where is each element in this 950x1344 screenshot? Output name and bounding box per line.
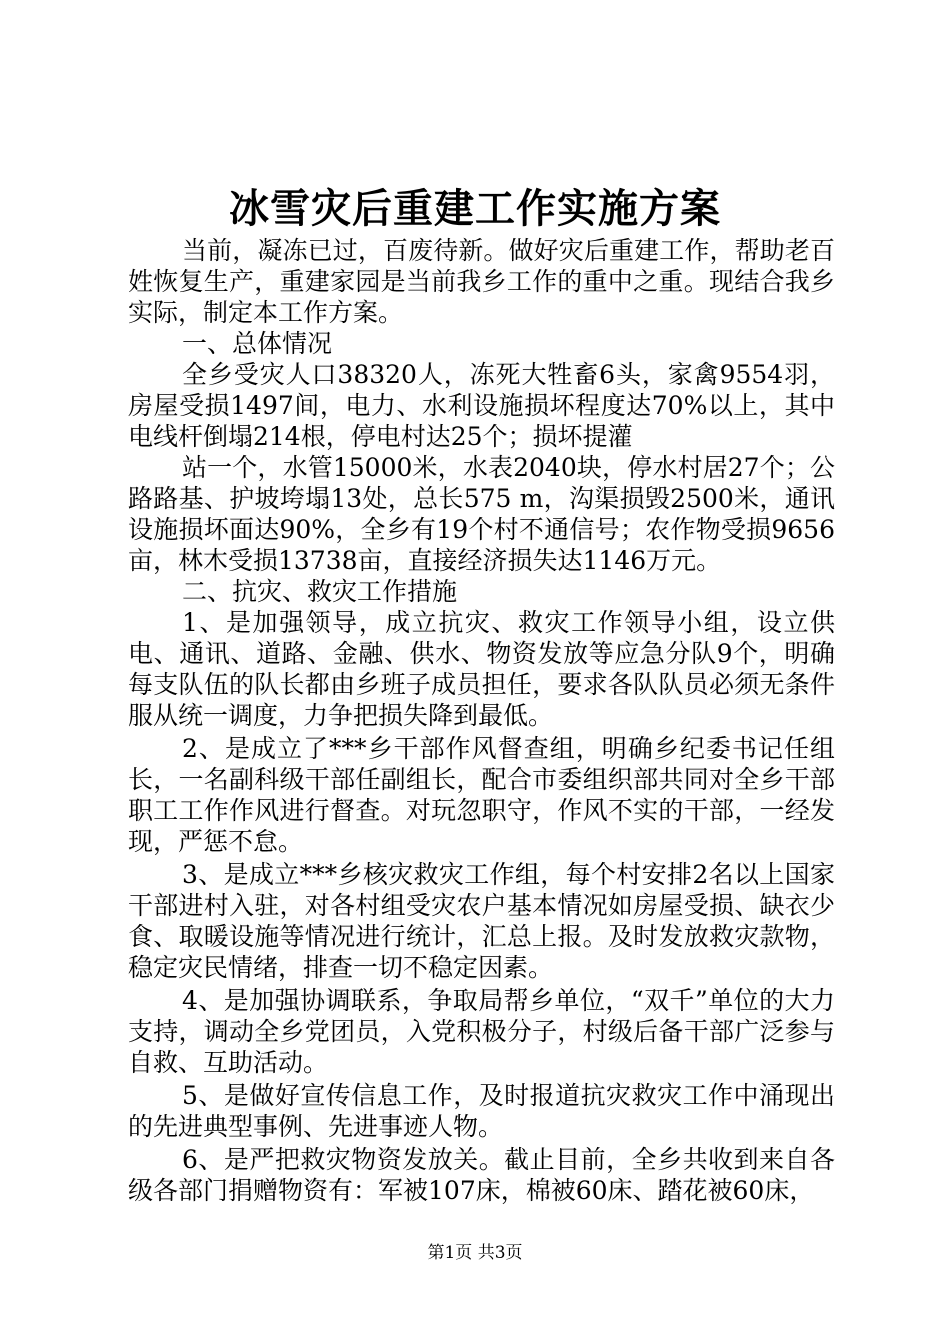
paragraph-damage-2: 站一个，水管15000米，水表2040块，停水村居27个；公路路基、护坡垮塌13处，总长575 m，沟渠损毁2500米，通讯设施损坏面达90%，全乡有19个村不通信号；农作物受损9656亩，林木受损13738亩，直接经济损失达1146万元。 [128,453,835,575]
paragraph-intro: 当前，凝冻已过，百废待新。做好灾后重建工作，帮助老百姓恢复生产，重建家园是当前我乡工作的重中之重。现结合我乡实际，制定本工作方案。 [128,236,835,327]
paragraph-measure-3: 3、是成立***乡核灾救灾工作组，每个村安排2名以上国家干部进村入驻，对各村组受灾农户基本情况如房屋受损、缺衣少食、取暖设施等情况进行统计，汇总上报。及时发放救灾款物，稳定灾民情绪，排查一切不稳定因素。 [128,860,835,982]
paragraph-measure-4: 4、是加强协调联系，争取局帮乡单位，“双千”单位的大力支持，调动全乡党团员，入党积极分子，村级后备干部广泛参与自救、互助活动。 [128,986,835,1077]
page-number-footer: 第1页 共3页 [427,1243,523,1263]
paragraph-measure-1: 1、是加强领导，成立抗灾、救灾工作领导小组，设立供电、通讯、道路、金融、供水、物资发放等应急分队9个，明确每支队伍的队长都由乡班子成员担任，要求各队队员必须无条件服从统一调度，力争把损失降到最低。 [128,608,835,730]
document-title: 冰雪灾后重建工作实施方案 [229,186,721,232]
paragraph-damage-1: 全乡受灾人口38320人，冻死大牲畜6头，家禽9554羽，房屋受损1497间，电力、水利设施损坏程度达70%以上，其中电线杆倒塌214根，停电村达25个；损坏提灌 [128,360,835,451]
heading-overview: 一、总体情况 [182,329,333,358]
paragraph-measure-5: 5、是做好宣传信息工作，及时报道抗灾救灾工作中涌现出的先进典型事例、先进事迹人物。 [128,1081,835,1141]
heading-measures: 二、抗灾、救灾工作措施 [182,577,458,606]
document-body [128,235,835,1206]
paragraph-measure-2: 2、是成立了***乡干部作风督查组，明确乡纪委书记任组长，一名副科级干部任副组长，配合市委组织部共同对全乡干部职工工作作风进行督查。对玩忽职守，作风不实的干部，一经发现，严惩不怠。 [128,734,835,856]
paragraph-measure-6: 6、是严把救灾物资发放关。截止目前，全乡共收到来自各级各部门捐赠物资有：军被107床，棉被60床、踏花被60床， [128,1145,835,1205]
